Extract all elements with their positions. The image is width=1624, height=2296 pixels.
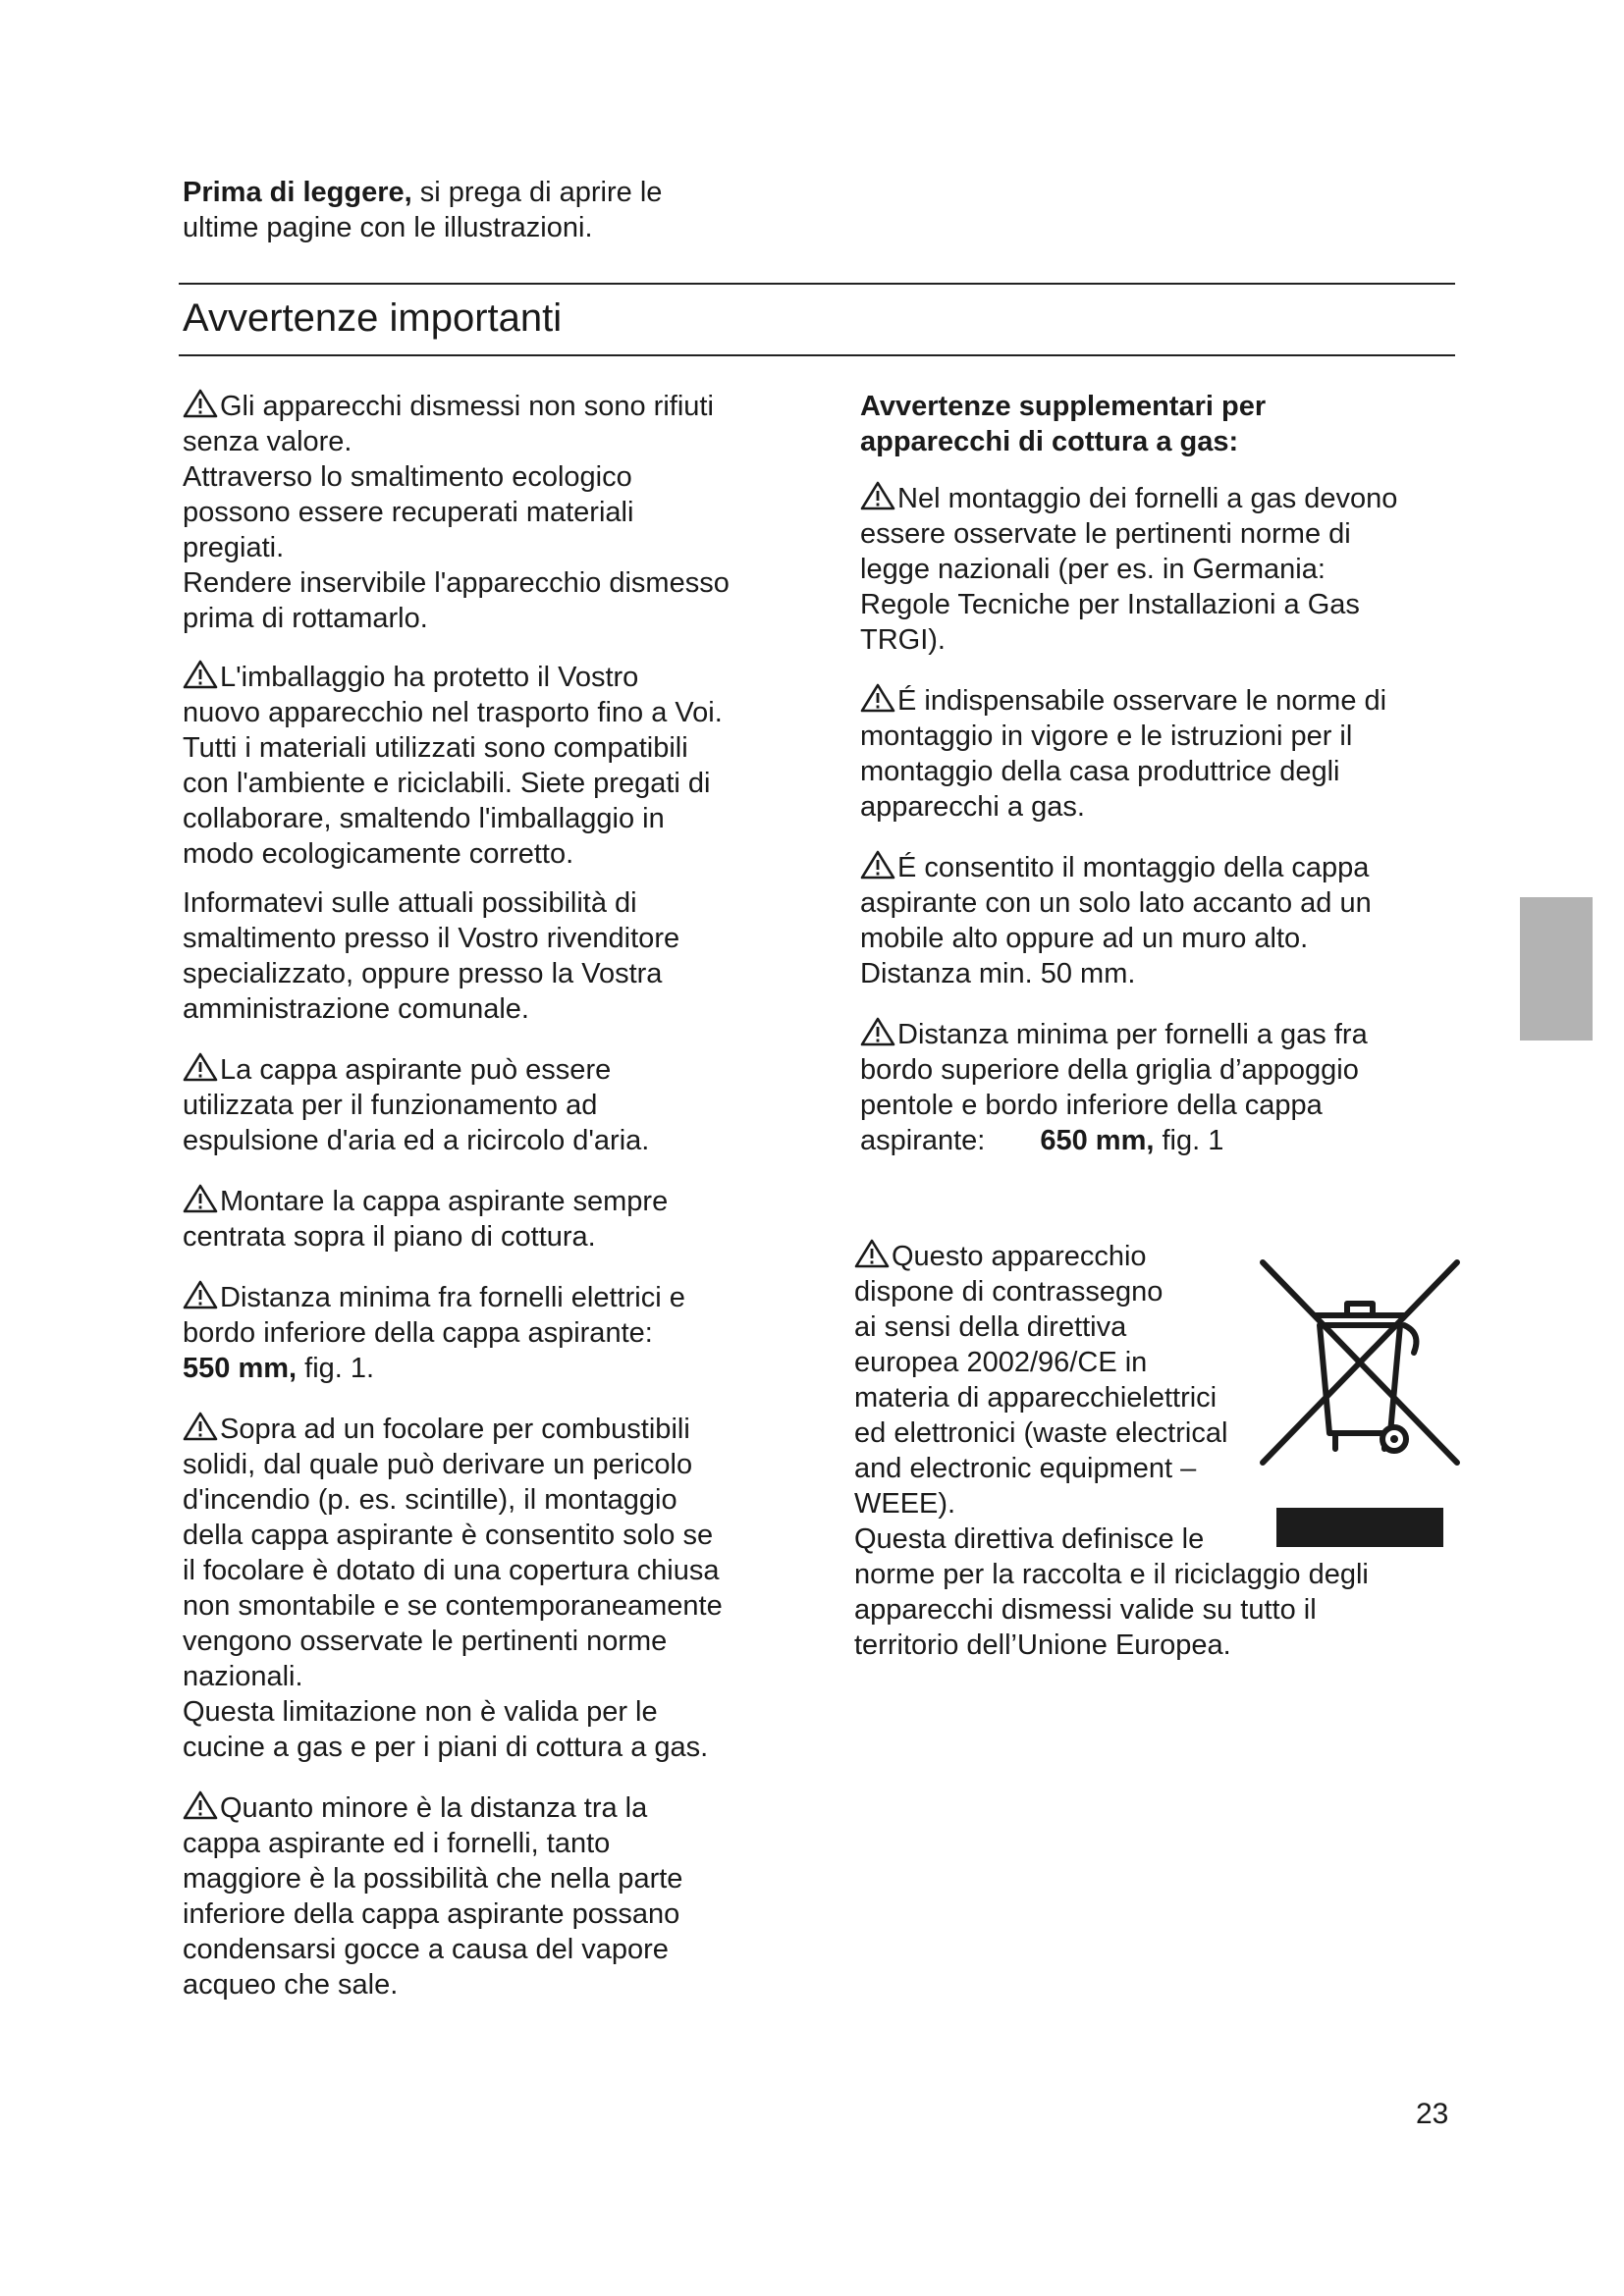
condensation-line: inferiore della cappa aspirante possano xyxy=(183,1898,680,1930)
weee-line: ed elettronici (waste electrical xyxy=(854,1417,1228,1449)
weee-line: dispone di contrassegno xyxy=(854,1276,1164,1308)
page-number: 23 xyxy=(1416,2098,1449,2130)
warning-icon xyxy=(860,683,895,713)
one-side-warning xyxy=(860,850,1459,991)
weee-line: Questa direttiva definisce le xyxy=(854,1523,1205,1555)
one-side-line: mobile alto oppure ad un muro alto. xyxy=(860,923,1309,954)
left-column xyxy=(183,389,791,2028)
right-column xyxy=(860,389,1459,1184)
info-paragraph xyxy=(183,885,791,1027)
solid-fuel-line: d'incendio (p. es. scintille), il montaggio xyxy=(183,1484,677,1516)
gas-heading-line: apparecchi di cottura a gas: xyxy=(860,426,1239,457)
disposal-warning xyxy=(183,389,791,636)
electric-distance-line: Distanza minima fra fornelli elettrici e xyxy=(220,1282,685,1313)
condensation-line: acqueo che sale. xyxy=(183,1969,399,2001)
info-line: specializzato, oppure presso la Vostra xyxy=(183,958,663,989)
disposal-line: senza valore. xyxy=(183,426,352,457)
packaging-line: con l'ambiente e riciclabili. Siete pregati di xyxy=(183,768,711,799)
intro-bold: Prima di leggere, xyxy=(183,177,412,208)
gas-distance-fig: fig. 1 xyxy=(1154,1125,1224,1156)
solid-fuel-line: non smontabile e se contemporaneamente xyxy=(183,1590,723,1622)
centered-warning xyxy=(183,1184,791,1255)
electric-distance-warning xyxy=(183,1280,791,1386)
weee-line: territorio dell’Unione Europea. xyxy=(854,1629,1231,1661)
info-line: smaltimento presso il Vostro rivenditore xyxy=(183,923,680,954)
condensation-line: Quanto minore è la distanza tra la xyxy=(220,1792,648,1824)
disposal-line: Rendere inservibile l'apparecchio dismesso xyxy=(183,567,730,599)
packaging-line: modo ecologicamente corretto. xyxy=(183,838,574,870)
condensation-line: maggiore è la possibilità che nella parte xyxy=(183,1863,683,1895)
weee-line: ai sensi della direttiva xyxy=(854,1311,1127,1343)
electric-distance-value: 550 mm, xyxy=(183,1353,298,1384)
one-side-line: aspirante con un solo lato accanto ad un xyxy=(860,887,1372,919)
installation-rules-line: apparecchi a gas. xyxy=(860,791,1085,823)
weee-line: apparecchi dismessi valide su tutto il xyxy=(854,1594,1317,1626)
installation-rules-line: montaggio della casa produttrice degli xyxy=(860,756,1340,787)
condensation-line: cappa aspirante ed i fornelli, tanto xyxy=(183,1828,611,1859)
electric-distance-line: bordo inferiore della cappa aspirante: xyxy=(183,1317,653,1349)
gas-distance-line: Distanza minima per fornelli a gas fra xyxy=(897,1019,1368,1050)
section-title: Avvertenze importanti xyxy=(183,296,563,340)
solid-fuel-line: il focolare è dotato di una copertura chiusa xyxy=(183,1555,720,1586)
weee-line: europea 2002/96/CE in xyxy=(854,1347,1148,1378)
gas-distance-label: aspirante: xyxy=(860,1125,986,1156)
intro-note xyxy=(183,175,791,245)
solid-fuel-line: cucine a gas e per i piani di cottura a gas. xyxy=(183,1732,709,1763)
disposal-line: prima di rottamarlo. xyxy=(183,603,428,634)
weee-line: norme per la raccolta e il riciclaggio degli xyxy=(854,1559,1369,1590)
warning-icon xyxy=(860,481,895,510)
gas-law-line: legge nazionali (per es. in Germania: xyxy=(860,554,1326,585)
gas-law-warning xyxy=(860,481,1459,658)
gas-distance-warning xyxy=(860,1017,1459,1158)
warning-icon xyxy=(183,660,218,689)
weee-line: materia di apparecchielettrici xyxy=(854,1382,1218,1414)
gas-law-line: Regole Tecniche per Installazioni a Gas xyxy=(860,589,1360,620)
warning-icon xyxy=(860,1017,895,1046)
condensation-line: condensarsi gocce a causa del vapore xyxy=(183,1934,669,1965)
one-side-line: É consentito il montaggio della cappa xyxy=(897,852,1370,883)
gas-section-heading xyxy=(860,389,1459,459)
title-rule-top xyxy=(179,283,1455,285)
gas-law-line: essere osservate le pertinenti norme di xyxy=(860,518,1351,550)
warning-icon xyxy=(183,1280,218,1309)
packaging-line: Tutti i materiali utilizzati sono compatibili xyxy=(183,732,688,764)
solid-fuel-line: Sopra ad un focolare per combustibili xyxy=(220,1414,690,1445)
intro-line2: ultime pagine con le illustrazioni. xyxy=(183,212,593,243)
centered-line: centrata sopra il piano di cottura. xyxy=(183,1221,596,1253)
intro-rest: si prega di aprire le xyxy=(411,177,663,208)
solid-fuel-line: Questa limitazione non è valida per le xyxy=(183,1696,658,1728)
solid-fuel-line: solidi, dal quale può derivare un pericolo xyxy=(183,1449,693,1480)
warning-icon xyxy=(183,1412,218,1441)
solid-fuel-line: della cappa aspirante è consentito solo se xyxy=(183,1520,714,1551)
modes-line: espulsione d'aria ed a ricircolo d'aria. xyxy=(183,1125,650,1156)
crossed-out-wheelie-bin-icon xyxy=(1257,1255,1463,1470)
weee-underline-bar xyxy=(1276,1508,1443,1547)
warning-icon xyxy=(183,1052,218,1082)
warning-icon xyxy=(860,850,895,880)
packaging-line: L'imballaggio ha protetto il Vostro xyxy=(220,662,639,693)
packaging-warning xyxy=(183,660,791,872)
weee-line: Questo apparecchio xyxy=(892,1241,1147,1272)
installation-rules-line: É indispensabile osservare le norme di xyxy=(897,685,1387,717)
gas-heading-line: Avvertenze supplementari per xyxy=(860,391,1267,422)
solid-fuel-line: vengono osservate le pertinenti norme xyxy=(183,1626,668,1657)
modes-line: utilizzata per il funzionamento ad xyxy=(183,1090,598,1121)
weee-line: WEEE). xyxy=(854,1488,956,1520)
gas-distance-line: pentole e bordo inferiore della cappa xyxy=(860,1090,1323,1121)
disposal-line: Gli apparecchi dismessi non sono rifiuti xyxy=(220,391,714,422)
modes-line: La cappa aspirante può essere xyxy=(220,1054,612,1086)
gas-law-line: TRGI). xyxy=(860,624,946,656)
centered-line: Montare la cappa aspirante sempre xyxy=(220,1186,669,1217)
title-rule-bottom xyxy=(179,354,1455,356)
condensation-warning xyxy=(183,1790,791,2002)
gas-distance-line: bordo superiore della griglia d’appoggio xyxy=(860,1054,1359,1086)
disposal-line: pregiati. xyxy=(183,532,285,563)
packaging-line: collaborare, smaltendo l'imballaggio in xyxy=(183,803,665,834)
gas-law-line: Nel montaggio dei fornelli a gas devono xyxy=(897,483,1398,514)
disposal-line: possono essere recuperati materiali xyxy=(183,497,634,528)
packaging-line: nuovo apparecchio nel trasporto fino a Voi. xyxy=(183,697,723,728)
solid-fuel-warning xyxy=(183,1412,791,1765)
disposal-line: Attraverso lo smaltimento ecologico xyxy=(183,461,632,493)
modes-warning xyxy=(183,1052,791,1158)
installation-rules-warning xyxy=(860,683,1459,825)
info-line: Informatevi sulle attuali possibilità di xyxy=(183,887,637,919)
gas-distance-value: 650 mm, xyxy=(1040,1125,1155,1156)
warning-icon xyxy=(854,1239,890,1268)
weee-line: and electronic equipment – xyxy=(854,1453,1197,1484)
solid-fuel-line: nazionali. xyxy=(183,1661,303,1692)
info-line: amministrazione comunale. xyxy=(183,993,529,1025)
side-tab-marker xyxy=(1520,897,1593,1041)
warning-icon xyxy=(183,389,218,418)
warning-icon xyxy=(183,1790,218,1820)
electric-distance-fig: fig. 1. xyxy=(297,1353,375,1384)
one-side-line: Distanza min. 50 mm. xyxy=(860,958,1136,989)
installation-rules-line: montaggio in vigore e le istruzioni per il xyxy=(860,721,1353,752)
warning-icon xyxy=(183,1184,218,1213)
